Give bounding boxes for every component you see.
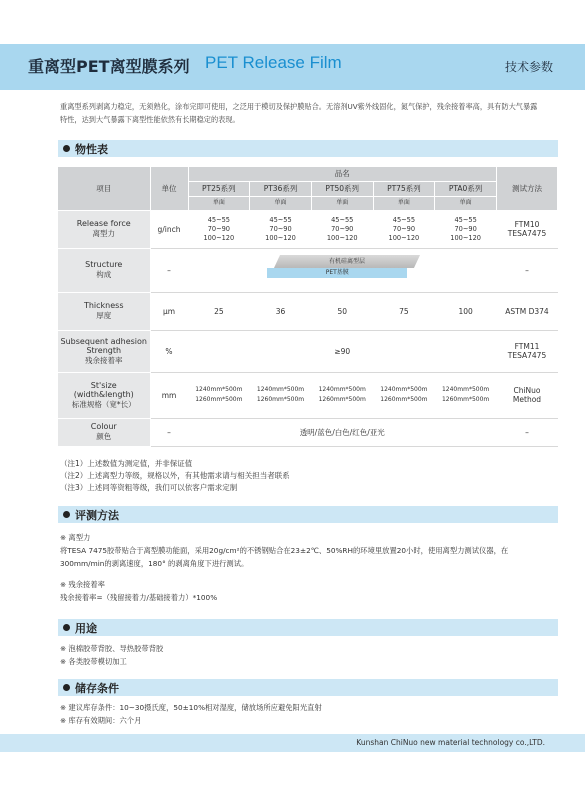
thickness-value: 50 (311, 292, 373, 330)
release-values: 45~55 70~90 100~120 (373, 210, 435, 248)
section-title: 物性表 (75, 143, 108, 156)
size-values: 1240mm*500m 1260mm*500m (373, 372, 435, 418)
thickness-value: 25 (188, 292, 250, 330)
storage-item: ※ 建议库存条件：10~30摄氏度，50±10%相对湿度，储放场所应避免阳光直射 (60, 703, 322, 712)
product-name: PT75系列 (373, 181, 435, 196)
side-label: 单面 (435, 196, 497, 210)
title-en: PET Release Film (205, 53, 342, 72)
col-item: 项目 (58, 167, 150, 210)
section-title: 评测方法 (75, 509, 119, 522)
section-evaluation (58, 506, 558, 523)
size-values: 1240mm*500m 1260mm*500m (188, 372, 250, 418)
section-storage (58, 679, 558, 696)
intro-paragraph: 重离型系列剥离力稳定，无须熟化，涂布完即可使用，之泛用于模切及保护膜贴合。无溶剂UV紫外线固化，氮气保护，残余接着率高，具有防大气暴露特性，达到大气暴露下离型性能依然有长期稳定的表现。 (60, 102, 538, 124)
row-method: ChiNuo Method (497, 372, 558, 418)
footer-bar (0, 734, 585, 752)
size-values: 1240mm*500m 1260mm*500m (250, 372, 312, 418)
row-release-force (58, 210, 558, 248)
row-label-en: Structure (85, 260, 123, 269)
row-unit: – (150, 418, 188, 446)
col-product: 品名 (188, 167, 497, 181)
note-item: （注2）上述离型力等级，规格以外，有其他需求请与相关担当者联系 (60, 471, 290, 480)
row-unit: mm (150, 372, 188, 418)
storage-item: ※ 库存有效期间：六个月 (60, 716, 142, 725)
row-thickness (58, 292, 558, 330)
release-values: 45~55 70~90 100~120 (250, 210, 312, 248)
usage-item: ※ 各类胶带模切加工 (60, 657, 127, 666)
row-label-cn: 厚度 (96, 311, 112, 320)
eval-heading: ※ 残余接着率 (60, 580, 105, 589)
bullet-icon (63, 684, 70, 691)
row-method: ASTM D374 (497, 292, 558, 330)
colour-value: 透明/蓝色/白色/红色/亚光 (188, 418, 497, 446)
row-unit: μm (150, 292, 188, 330)
row-label-en: Strength (86, 345, 122, 355)
row-label-en: Thickness (83, 301, 124, 310)
adhesion-value: ≥90 (188, 330, 497, 372)
row-method: – (497, 418, 558, 446)
eval-paragraph: 将TESA 7475胶带贴合于离型膜功能面，采用20g/cm²的不锈钢贴合在23±2℃、50%RH的环境里放置20小时，使用离型力测试仪器，在300mm/min的剥离速度，180° 的剥离角度下进行测试。 (60, 546, 509, 568)
eval-heading: ※ 离型力 (60, 533, 91, 542)
row-label-en: Release force (76, 219, 131, 228)
bullet-icon (63, 145, 70, 152)
col-method: 测试方法 (497, 167, 558, 210)
section-title: 用途 (75, 622, 97, 635)
release-values: 45~55 70~90 100~120 (311, 210, 373, 248)
size-values: 1240mm*500m 1260mm*500m (311, 372, 373, 418)
thickness-value: 36 (250, 292, 312, 330)
row-unit: g/inch (150, 210, 188, 248)
row-label-en: (width&length) (73, 389, 134, 399)
side-label: 单面 (188, 196, 250, 210)
row-label-cn: 残余接着率 (85, 355, 123, 365)
product-name: PTA0系列 (435, 181, 497, 196)
note-item: （注1）上述数值为测定值，并非保证值 (60, 459, 193, 468)
storage-list (60, 701, 540, 727)
side-label: 单面 (373, 196, 435, 210)
row-label-cn: 标准规格（宽*长） (71, 399, 136, 409)
product-name: PT25系列 (188, 181, 250, 196)
section-usage (58, 619, 558, 636)
row-label-cn: 颜色 (96, 432, 112, 441)
structure-diagram (188, 248, 497, 292)
row-method: – (497, 248, 558, 292)
side-label: 单面 (311, 196, 373, 210)
row-label-cn: 构成 (96, 270, 112, 279)
eval-paragraph: 残余接着率=（残留接着力/基础接着力）*100% (60, 593, 218, 602)
release-values: 45~55 70~90 100~120 (435, 210, 497, 248)
section-title: 储存条件 (75, 682, 119, 695)
row-size (58, 372, 558, 418)
title-cn: 重离型PET离型膜系列 (28, 57, 190, 76)
properties-table (58, 167, 558, 447)
row-method: FTM11 TESA7475 (497, 330, 558, 372)
usage-item: ※ 泡棉胶带背胶、导热胶带背胶 (60, 644, 164, 653)
row-unit: % (150, 330, 188, 372)
row-label-en: St'size (90, 380, 117, 390)
product-name: PT50系列 (311, 181, 373, 196)
product-name: PT36系列 (250, 181, 312, 196)
header-banner (0, 44, 585, 90)
release-values: 45~55 70~90 100~120 (188, 210, 250, 248)
col-unit: 单位 (150, 167, 188, 210)
section-properties (58, 140, 558, 157)
row-method: FTM10 TESA7475 (497, 210, 558, 248)
tech-params-label: 技术参数 (504, 60, 553, 74)
row-structure (58, 248, 558, 292)
thickness-value: 100 (435, 292, 497, 330)
bullet-icon (63, 624, 70, 631)
evaluation-text (60, 531, 540, 604)
row-unit: – (150, 248, 188, 292)
notes (60, 458, 290, 494)
row-adhesion (58, 330, 558, 372)
company-name: Kunshan ChiNuo new material technology co.,LTD. (356, 738, 545, 747)
thickness-value: 75 (373, 292, 435, 330)
row-label-cn: 离型力 (92, 229, 115, 238)
side-label: 单面 (250, 196, 312, 210)
bullet-icon (63, 511, 70, 518)
size-values: 1240mm*500m 1260mm*500m (435, 372, 497, 418)
usage-list (60, 642, 540, 668)
pet-base-layer: PET基膜 (267, 268, 407, 278)
row-colour (58, 418, 558, 446)
row-label-en: Subsequent adhesion (60, 336, 147, 346)
note-item: （注3）上述同等资粗等级，我们可以依客户需求定制 (60, 483, 238, 492)
row-label-en: Colour (90, 422, 117, 431)
silicone-layer: 有机硅离型层 (274, 255, 420, 268)
